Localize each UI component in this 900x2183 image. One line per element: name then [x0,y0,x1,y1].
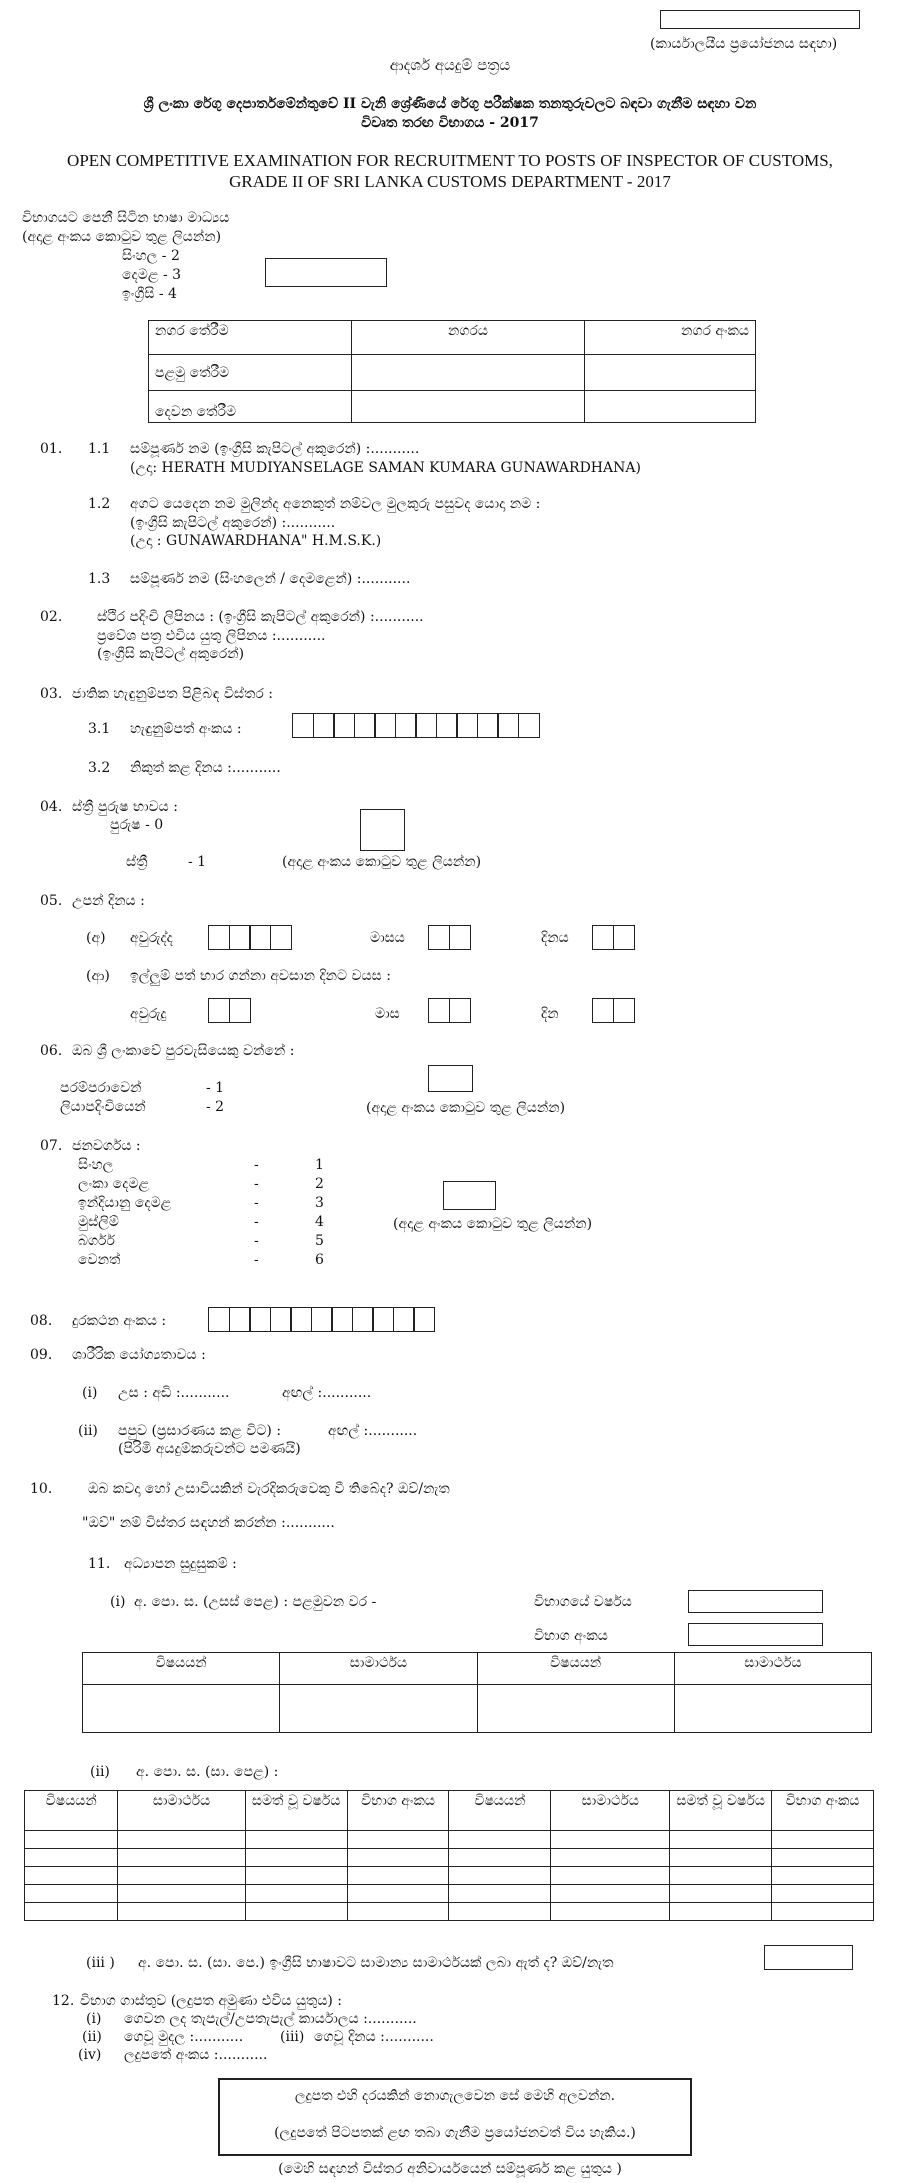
q06-number: 06. [40,1043,63,1059]
q05-number: 05. [40,893,63,909]
ol-header-index-1: විභාග අංකය [347,1791,449,1831]
gender-code-box[interactable] [360,809,405,851]
q01-3-number: 1.3 [88,571,111,587]
office-use-box[interactable] [660,10,860,29]
sinhala-title-line-2: විවෘත තරඟ විභාගය - 2017 [361,115,539,131]
q11-al-label: අ. පො. ස. (උසස් පෙළ) : පළමුවන වර - [134,1594,377,1610]
q03-2-number: 3.2 [88,760,111,776]
q01-1-number: 1.1 [88,441,111,457]
city-second-number-cell[interactable] [585,391,756,423]
al-header-subject-2: විෂයයන් [477,1653,674,1685]
birth-day-boxes[interactable] [592,925,633,950]
ol-cell[interactable] [347,1903,449,1921]
q12-office: ගෙවන ලද තැපැල්/උපතැපැල් කාර්යාලය :........... [124,2011,417,2027]
q01-2-sublabel: (ඉංග්‍රීසි කැපිටල් අකුරෙන්) :........... [130,515,336,531]
ol-header-grade-2: සාමාර්ථය [551,1791,670,1831]
q09-note: (පිරිමි අයදුම්කරුවන්ට පමණයි) [118,1441,301,1457]
birth-year-boxes[interactable] [208,925,290,950]
q01-2-example: (උදා : GUNAWARDHANA" H.M.S.K.) [130,533,382,549]
ethnicity-name-6: වෙනත් [78,1252,121,1268]
ol-cell[interactable] [347,1867,449,1885]
ol-cell[interactable] [25,1903,118,1921]
ol-cell[interactable] [245,1849,347,1867]
q09-height-inches: අඟල් :........... [282,1385,372,1401]
q05-aa: (ආ) [86,968,110,984]
ol-cell[interactable] [551,1885,670,1903]
q12-iv: (iv) [78,2047,102,2063]
q09-ii: (ii) [78,1423,98,1439]
q07-number: 07. [40,1138,63,1154]
q01-2-label: අගට යෙදෙන නම මුලින්ද අනෙකුත් නම්වල මුලකුරු පසුවද යොදා නම : [130,496,541,512]
city-header-city: නගරය [352,321,585,355]
q03-label: ජාතික හැඳුනුම්පත පිළිබඳ විස්තර : [72,686,273,702]
ethnicity-dash-5: - [254,1233,259,1249]
ol-cell[interactable] [245,1885,347,1903]
receipt-box-line-2: (ලදුපතේ පිටපතක් ළඟ තබා ගැනීම ප්‍රයෝජනවත් විය හැකිය.) [274,2125,636,2141]
al-cell[interactable] [674,1685,871,1733]
city-row-second: දෙවන තේරීම [149,391,352,423]
form-title: ආදර්ශ අයදුම් පත්‍රය [389,56,511,74]
al-index-box[interactable] [688,1623,823,1646]
city-row-first: පළමු තේරීම [149,355,352,391]
q04-note: (අදාළ අංකය කොටුව තුළ ලියන්න) [282,854,482,870]
ol-cell[interactable] [772,1831,874,1849]
q06-option-registration: ලියාපදිංචියෙන් [60,1099,146,1115]
ethnicity-code-1: 1 [315,1157,324,1173]
ol-cell[interactable] [245,1867,347,1885]
q05-age-label: ඉල්ලුම් පත් භාර ගන්නා අවසාන දිනට වයස : [130,968,391,984]
ol-cell[interactable] [449,1885,551,1903]
q04-label: ස්ත්‍රී පුරුෂ භාවය : [72,799,178,815]
english-title-line-2: GRADE II OF SRI LANKA CUSTOMS DEPARTMENT - 2017 [229,172,671,191]
ol-cell[interactable] [245,1831,347,1849]
q01-1-example: (උදා: HERATH MUDIYANSELAGE SAMAN KUMARA GUNAWARDHANA) [130,460,641,476]
q12-i: (i) [86,2011,102,2027]
medium-option-tamil: දෙමළ - 3 [122,267,182,283]
ol-cell[interactable] [772,1903,874,1921]
birth-month-boxes[interactable] [428,925,469,950]
ol-cell[interactable] [449,1867,551,1885]
ethnicity-dash-6: - [254,1252,259,1268]
ol-results-table [24,1790,874,1921]
q09-chest-inches: අඟල් :........... [328,1423,418,1439]
q09-chest: පපුව (ප්‍රසාරණය කළ විට) : [118,1423,282,1439]
medium-note: (අදාළ අංකය කොටුව තුළ ලියන්න) [22,229,222,245]
ethnicity-name-4: මුස්ලිම් [78,1214,119,1230]
footer-note: (මෙහි සඳහන් විස්තර අනිවාර්යයෙන් සම්පූර්ණ කළ යුතුය ) [278,2161,622,2177]
q02-permanent-address: ස්ථිර පදිංචි ලිපිනය : (ඉංග්‍රීසි කැපිටල් අකුරෙන්) :........... [97,609,424,625]
ol-cell[interactable] [670,1885,772,1903]
age-years-boxes[interactable] [208,998,249,1023]
q03-1-number: 3.1 [88,721,111,737]
ol-cell[interactable] [118,1885,245,1903]
phone-number-boxes[interactable] [208,1307,434,1332]
ol-cell[interactable] [772,1867,874,1885]
ethnicity-code-6: 6 [315,1252,324,1268]
q11-al-year-label: විභාගයේ වර්ෂය [534,1594,632,1610]
ethnicity-code-3: 3 [315,1195,324,1211]
q02-number: 02. [40,609,63,625]
al-header-grade-2: සාමාර්ථය [674,1653,871,1685]
q06-note: (අදාළ අංකය කොටුව තුළ ලියන්න) [366,1100,566,1116]
q03-1-label: හැඳුනුම්පත් අංකය : [130,721,242,737]
ethnicity-name-2: ලංකා දෙමළ [78,1176,150,1192]
ol-cell[interactable] [118,1831,245,1849]
q01-3-label: සම්පූර්ණ නම (සිංහලෙන් / දෙමළෙන්) :........... [130,571,411,587]
ol-cell[interactable] [449,1849,551,1867]
office-use-label: (කාර්යාලයීය ප්‍රයෝජනය සඳහා) [650,36,838,52]
q06-option-descent: පරම්පරාවෙන් [60,1080,142,1096]
q05-label: උපන් දිනය : [72,893,145,909]
q05-a: (අ) [86,930,106,946]
q01-2-number: 1.2 [88,496,111,512]
ol-cell[interactable] [670,1831,772,1849]
q07-note: (අදාළ අංකය කොටුව තුළ ලියන්න) [393,1216,593,1232]
q04-female-code: - 1 [188,854,207,870]
q11-english-label: අ. පො. ස. (සා. පෙ.) ඉංග්‍රීසි භාෂාවට සාමාන්‍ය සාමාර්ථයක් ලබා ඇත් ද? ඔව්/නැත [138,1955,614,1971]
ol-cell[interactable] [670,1903,772,1921]
q05-years-label: අවුරුදු [130,1006,167,1022]
ethnicity-dash-4: - [254,1214,259,1230]
q09-i: (i) [82,1385,98,1401]
ol-header-year-2: සමත් වූ වර්ෂය [670,1791,772,1831]
al-header-grade-1: සාමාර්ථය [280,1653,477,1685]
ol-cell[interactable] [670,1867,772,1885]
q08-number: 08. [30,1313,53,1329]
ethnicity-name-3: ඉන්දියානු දෙමළ [78,1195,172,1211]
ol-cell[interactable] [25,1831,118,1849]
q04-female: ස්ත්‍රී [126,854,148,870]
al-cell[interactable] [280,1685,477,1733]
receipt-paste-box[interactable] [218,2078,692,2156]
q11-i: (i) [110,1594,126,1610]
ethnicity-name-5: බර්ගර් [78,1233,115,1249]
al-header-subject-1: විෂයයන් [83,1653,280,1685]
city-first-name-cell[interactable] [352,355,585,391]
age-days-boxes[interactable] [592,998,633,1023]
city-header-choice: නගර තේරීම [149,321,352,355]
ethnicity-dash-2: - [254,1176,259,1192]
citizenship-code-box[interactable] [428,1065,473,1092]
ol-cell[interactable] [118,1867,245,1885]
city-selection-table [148,320,756,423]
nic-number-boxes[interactable] [292,713,538,738]
q07-label: ජනවර්ගය : [72,1138,141,1154]
q10-label: ඔබ කවදා හෝ උසාවියකින් වැරදිකරුවෙකු වී තිබේද? ඔව්/නැත [88,1481,450,1497]
ol-cell[interactable] [245,1903,347,1921]
ethnicity-name-1: සිංහල [78,1157,114,1173]
q10-number: 10. [30,1481,53,1497]
q03-number: 03. [40,686,63,702]
q06-option-registration-code: - 2 [206,1099,225,1115]
ol-cell[interactable] [772,1849,874,1867]
q11-al-index-label: විභාග අංකය [534,1628,608,1644]
q05-day-label: දිනය [541,930,569,946]
al-year-box[interactable] [688,1590,823,1613]
ol-cell[interactable] [347,1849,449,1867]
q12-receipt: ලදුපතේ අංකය :........... [124,2047,268,2063]
ethnicity-code-5: 5 [315,1233,324,1249]
ol-cell[interactable] [118,1903,245,1921]
q12-label: විභාග ගාස්තුව (ලදුපත අමුණා එවිය යුතුය) : [80,1993,343,2009]
al-cell[interactable] [83,1685,280,1733]
age-months-boxes[interactable] [428,998,469,1023]
q08-label: දුරකථන අංකය : [72,1313,167,1329]
ol-cell[interactable] [347,1831,449,1849]
city-header-number: නගර අංකය [585,321,756,355]
ol-cell[interactable] [551,1831,670,1849]
ol-cell[interactable] [551,1867,670,1885]
ethnicity-dash-3: - [254,1195,259,1211]
q04-number: 04. [40,799,63,815]
ol-cell[interactable] [25,1885,118,1903]
ethnicity-dash-1: - [254,1157,259,1173]
q06-label: ඔබ ශ්‍රී ලංකාවේ පුරවැසියෙකු වන්නේ : [72,1043,295,1059]
english-title-line-1: OPEN COMPETITIVE EXAMINATION FOR RECRUITMENT TO POSTS OF INSPECTOR OF CUSTOMS, [67,151,833,170]
ol-cell[interactable] [670,1849,772,1867]
receipt-box-line-1: ලදුපත එහි දරයකින් නොගැලවෙන සේ මෙහි අලවන්න. [294,2088,616,2104]
ol-cell[interactable] [347,1885,449,1903]
ol-header-subject-1: විෂයයන් [25,1791,118,1831]
al-cell[interactable] [477,1685,674,1733]
ol-cell[interactable] [551,1849,670,1867]
medium-option-sinhala: සිංහල - 2 [122,248,180,264]
city-first-number-cell[interactable] [585,355,756,391]
ethnicity-code-4: 4 [315,1214,324,1230]
medium-code-box[interactable] [265,258,387,287]
q11-iii: (iii ) [86,1955,115,1971]
ol-cell[interactable] [25,1849,118,1867]
ol-cell[interactable] [25,1867,118,1885]
q06-option-descent-code: - 1 [206,1080,225,1096]
q11-label: අධ්‍යාපන සුදුසුකම් : [124,1556,237,1572]
ethnicity-code-box[interactable] [443,1181,496,1210]
q09-height: උස : අඩි :........... [118,1385,230,1401]
ol-cell[interactable] [449,1903,551,1921]
q11-number: 11. [88,1556,111,1572]
q09-number: 09. [30,1347,53,1363]
medium-option-english: ඉංග්‍රීසි - 4 [122,286,177,302]
q09-label: ශාරීරික යෝග්‍යතාවය : [72,1347,206,1363]
q05-month-label: මාසය [370,930,405,946]
q12-date: ගෙවූ දිනය :........... [314,2029,434,2045]
ol-cell[interactable] [449,1831,551,1849]
q10-detail: "ඔව්" නම් විස්තර සඳහන් කරන්න :........... [82,1515,335,1531]
q12-iii: (iii) [280,2029,305,2045]
q01-1-label: සම්පූර්ණ නම (ඉංග්‍රීසි කැපිටල් අකුරෙන්) :........... [130,441,420,457]
q12-amount: ගෙවූ මුදල :........... [124,2029,244,2045]
q12-number: 12. [52,1993,75,2009]
english-pass-box[interactable] [764,1945,853,1970]
ol-cell[interactable] [551,1903,670,1921]
q05-months-label: මාස [375,1006,400,1022]
city-second-name-cell[interactable] [352,391,585,423]
ethnicity-code-2: 2 [315,1176,324,1192]
al-results-table [82,1652,872,1733]
q04-male: පුරුෂ - 0 [110,817,164,833]
sinhala-title-line-1: ශ්‍රී ලංකා රේගු දෙපාර්තමේන්තුවේ II වැනි ශ්‍රේණියේ රේගු පරීක්ෂක තනතුරුවලට බඳවා ගැනීම සඳහා වන [143,96,757,112]
q05-days-label: දින [541,1006,559,1022]
q05-year-label: අවුරුද්ද [130,930,173,946]
medium-label: විභාගයට පෙනී සිටින භාෂා මාධ්‍යය [22,210,230,226]
ol-header-subject-2: විෂයයන් [449,1791,551,1831]
ol-cell[interactable] [118,1849,245,1867]
q11-ii: (ii) [90,1764,110,1780]
q01-number: 01. [40,441,63,457]
q03-2-label: නිකුත් කළ දිනය :........... [130,760,281,776]
q02-caps-note: (ඉංග්‍රීසි කැපිටල් අකුරෙන්) [97,646,245,662]
q12-ii: (ii) [82,2029,102,2045]
q02-postal-address: ප්‍රවේශ පත්‍ර එවිය යුතු ලිපිනය :........... [97,628,326,644]
ol-header-year-1: සමත් වූ වර්ෂය [245,1791,347,1831]
ol-header-index-2: විභාග අංකය [772,1791,874,1831]
ol-header-grade-1: සාමාර්ථය [118,1791,245,1831]
q11-ol-label: අ. පො. ස. (සා. පෙළ) : [136,1764,279,1780]
ol-cell[interactable] [772,1885,874,1903]
